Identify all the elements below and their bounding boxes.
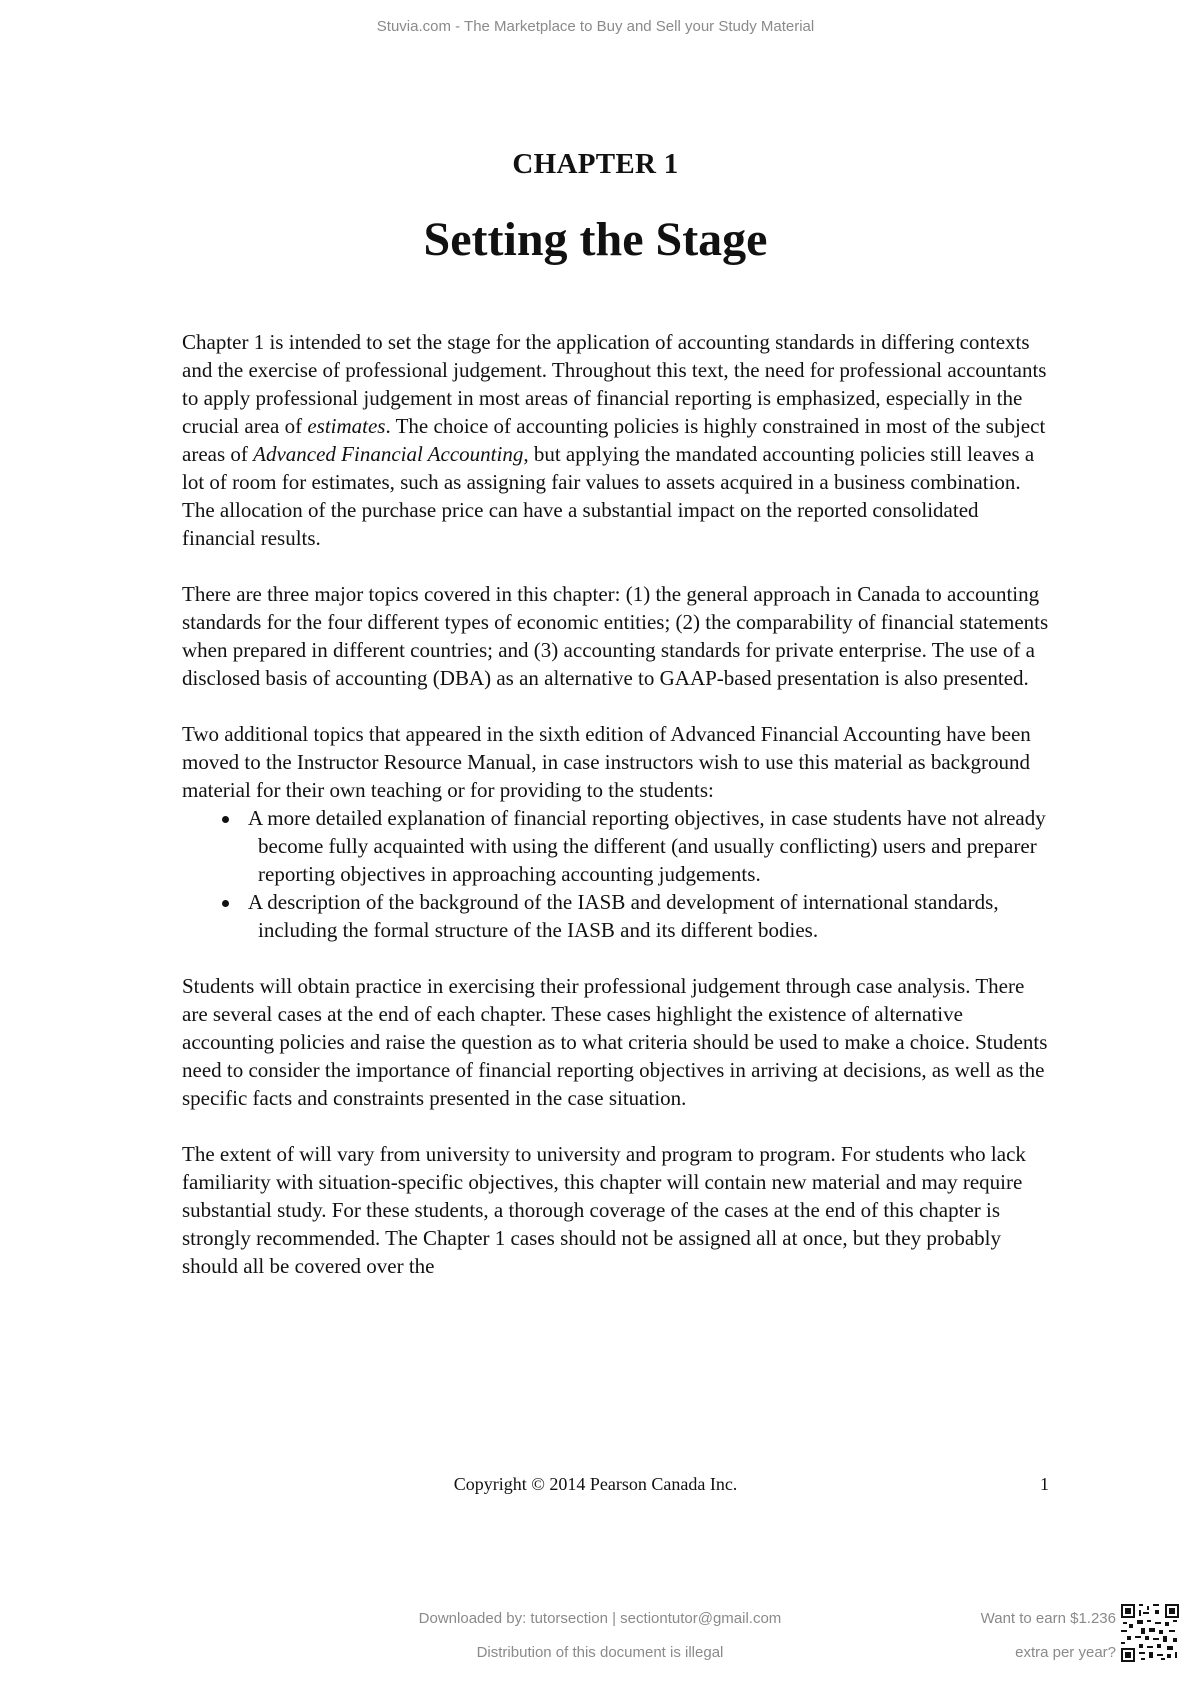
copyright-notice: Copyright © 2014 Pearson Canada Inc. xyxy=(453,1474,738,1494)
bullet-list xyxy=(182,804,1050,944)
paragraph-extent: The extent of will vary from university to university and program to program. For students who lack familiarity with situation-specific objectives, this chapter will contain new material and may require substantial study. For these students, a thorough coverage of the cases at the end of this chapter is strongly recommended. The Chapter 1 cases should not be assigned all at once, but they probably should all be covered over the xyxy=(182,1142,1026,1278)
bullet-text: A description of the background of the IASB and development of international standards, including the formal structure of the IASB and its different bodies. xyxy=(248,890,999,942)
downloaded-by-notice: Downloaded by: tutorsection | sectiontutor@gmail.com xyxy=(418,1610,782,1627)
paragraph-intro-part: . The choice of accounting policies is highly constrained in most of the subject areas of xyxy=(182,414,1046,466)
paragraph-intro xyxy=(182,328,1050,552)
paragraph-intro-part: Chapter 1 is intended to set the stage for the application of accounting standards in differing contexts and the exercise of professional judgement. Throughout this text, the need for professional accountants to apply professional judgement in most areas of financial reporting is emphasized, especially in the crucial area of xyxy=(182,330,1047,438)
bullet-item xyxy=(182,804,1050,888)
body-text xyxy=(182,328,1050,1308)
paragraph-intro-part: , but applying the mandated accounting policies still leaves a lot of room for estimates, such as assigning fair values to assets acquired in a business combination. The allocation of the purchase price can have a substantial impact on the reported consolidated financial results. xyxy=(182,442,1035,550)
paragraph-topics: There are three major topics covered in this chapter: (1) the general approach in Canada to accounting standards for the four different types of economic entities; (2) the comparability of financial statements when prepared in different countries; and (3) accounting standards for private enterprise. The use of a disclosed basis of accounting (DBA) as an alternative to GAAP-based presentation is also presented. xyxy=(182,582,1049,690)
chapter-title: Setting the Stage xyxy=(423,213,768,266)
chapter-label: CHAPTER 1 xyxy=(512,148,679,180)
emphasis-estimates: estimates xyxy=(307,414,386,438)
paragraph-case-practice: Students will obtain practice in exercising their professional judgement through case analysis. There are several cases at the end of each chapter. These cases highlight the existence of alternative accounting policies and raise the question as to what criteria should be used to make a choice. Students need to consider the importance of financial reporting objectives in arriving at decisions, as well as the specific facts and constraints presented in the case situation. xyxy=(182,974,1048,1110)
stuvia-banner[interactable]: Stuvia.com - The Marketplace to Buy and Sell your Study Material xyxy=(376,18,815,35)
distribution-notice: Distribution of this document is illegal xyxy=(476,1644,724,1661)
bullet-icon xyxy=(222,816,229,823)
bullet-item xyxy=(182,888,1050,944)
bullet-text: A more detailed explanation of financial reporting objectives, in case students have not already become fully acquainted with using the different (and usually conflicting) users and preparer reporting objectives in approaching accounting judgements. xyxy=(248,806,1046,886)
qr-code-icon[interactable] xyxy=(1121,1604,1179,1662)
paragraph-additional-topics: Two additional topics that appeared in the sixth edition of Advanced Financial Accounting have been moved to the Instructor Resource Manual, in case instructors wish to use this material as background material for their own teaching or for providing to the students: xyxy=(182,722,1031,802)
bullet-icon xyxy=(222,900,229,907)
emphasis-book-title: Advanced Financial Accounting xyxy=(253,442,524,466)
earn-promo-line2[interactable]: extra per year? xyxy=(1015,1644,1116,1661)
earn-promo-line1[interactable]: Want to earn $1.236 xyxy=(980,1610,1116,1627)
page-number: 1 xyxy=(1040,1474,1049,1494)
